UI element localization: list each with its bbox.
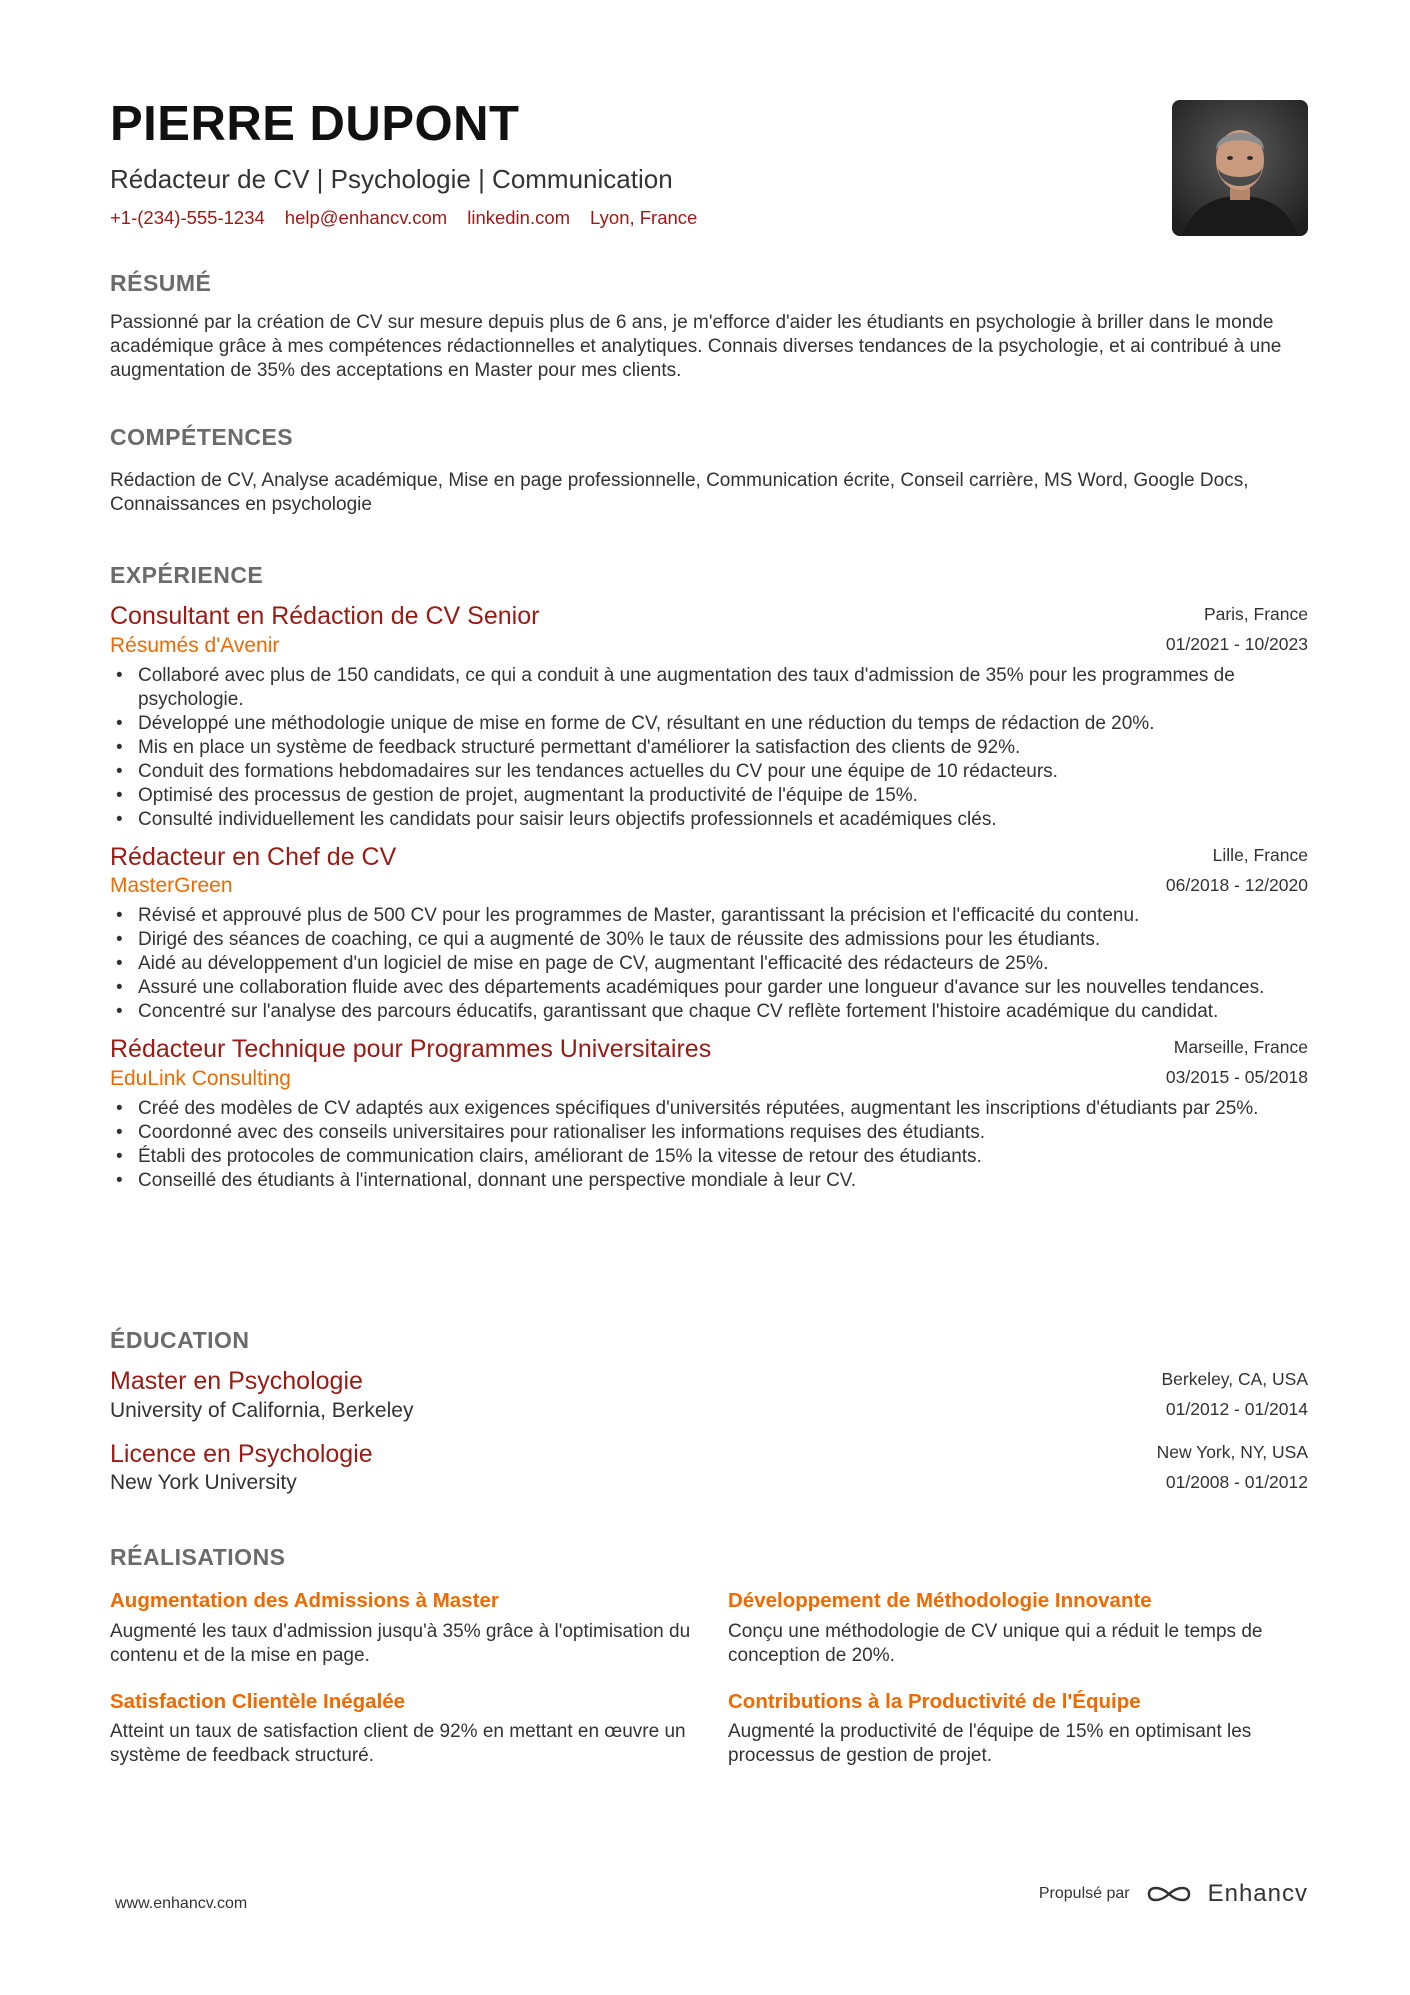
portrait-image xyxy=(1172,100,1308,236)
job-dates: 03/2015 - 05/2018 xyxy=(1165,1067,1308,1088)
achievement-item xyxy=(110,1589,710,1668)
job-bullets xyxy=(110,1097,1308,1193)
list-item: • Conduit des formations hebdomadaires sur les tendances actuelles du CV pour une équipe de 10 rédacteurs. xyxy=(138,760,1308,784)
list-item: • Dirigé des séances de coaching, ce qui a augmenté de 30% le taux de réussite des admissions pour les étudiants. xyxy=(138,928,1308,952)
list-item: • Révisé et approuvé plus de 500 CV pour les programmes de Master, garantissant la précision et l'efficacité du contenu. xyxy=(138,904,1308,928)
list-item: • Mis en place un système de feedback structuré permettant d'améliorer la satisfaction des clients de 92%. xyxy=(138,736,1308,760)
job-meta xyxy=(1166,840,1308,900)
list-item: • Coordonné avec des conseils universitaires pour rationaliser les informations requises des étudiants. xyxy=(138,1121,1308,1145)
achievements-section xyxy=(110,1544,1308,1768)
achievement-desc: Conçu une méthodologie de CV unique qui a réduit le temps de conception de 20%. xyxy=(728,1620,1263,1666)
enhancv-logo-icon xyxy=(1146,1881,1192,1907)
skills-section xyxy=(110,424,1308,517)
list-item: • Optimisé des processus de gestion de projet, augmentant la productivité de l'équipe de 15%. xyxy=(138,784,1308,808)
education-degree: Licence en Psychologie xyxy=(110,1439,373,1468)
achievement-item xyxy=(110,1690,710,1769)
list-item: • Assuré une collaboration fluide avec des départements académiques pour garder une longueur d'avance sur les nouvelles tendances. xyxy=(138,976,1308,1000)
list-item: • Aidé au développement d'un logiciel de mise en page de CV, augmentant l'efficacité des rédacteurs de 25%. xyxy=(138,952,1308,976)
achievement-item xyxy=(728,1589,1326,1668)
section-title-experience: EXPÉRIENCE xyxy=(110,562,264,588)
list-item: • Développé une méthodologie unique de mise en forme de CV, résultant en une réduction du temps de rédaction de 20%. xyxy=(138,712,1308,736)
list-item: • Concentré sur l'analyse des parcours éducatifs, garantissant que chaque CV reflète fortement l'histoire académique du candidat. xyxy=(138,1000,1308,1024)
list-item: • Consulté individuellement les candidats pour saisir leurs objectifs professionnels et académiques clés. xyxy=(138,808,1308,832)
education-school: New York University xyxy=(110,1471,297,1495)
contact-list xyxy=(110,208,1308,228)
education-entry xyxy=(110,1368,1308,1423)
education-dates: 01/2008 - 01/2012 xyxy=(1165,1471,1308,1492)
summary-section xyxy=(110,270,1308,383)
job-entry xyxy=(110,1036,1308,1193)
job-location: Marseille, France xyxy=(1173,1037,1308,1058)
experience-section xyxy=(110,562,1308,1193)
job-title: Rédacteur Technique pour Programmes Universitaires xyxy=(110,1035,712,1064)
achievement-title: Augmentation des Admissions à Master xyxy=(110,1589,499,1612)
job-title: Rédacteur en Chef de CV xyxy=(110,842,397,871)
section-title-achievements: RÉALISATIONS xyxy=(110,1544,286,1570)
education-dates: 01/2012 - 01/2014 xyxy=(1165,1399,1308,1419)
education-meta xyxy=(1157,1437,1308,1497)
footer-website[interactable]: www.enhancv.com xyxy=(115,1895,248,1912)
list-item: • Établi des protocoles de communication clairs, améliorant de 15% la vitesse de retour des étudiants. xyxy=(138,1145,1308,1169)
summary-text: Passionné par la création de CV sur mesure depuis plus de 6 ans, je m'efforce d'aider les étudiants en psychologie à briller dans le monde académique grâce à mes compétences rédactionnelles et analytiques. Connais diverses tendances de la psychologie, et ai contribué à une augmentation de 35% des acceptations en Master pour mes clients. xyxy=(110,312,1282,381)
education-school: University of California, Berkeley xyxy=(110,1398,414,1422)
contact-linkedin[interactable]: linkedin.com xyxy=(467,206,571,228)
powered-by-label: Propulsé par xyxy=(1038,1885,1130,1902)
education-degree: Master en Psychologie xyxy=(110,1367,363,1395)
candidate-subtitle: Rédacteur de CV | Psychologie | Communication xyxy=(110,164,673,194)
achievement-desc: Atteint un taux de satisfaction client de 92% en mettant en œuvre un système de feedback structuré. xyxy=(110,1721,686,1767)
job-entry xyxy=(110,603,1308,832)
job-bullets xyxy=(110,664,1308,832)
achievement-desc: Augmenté les taux d'admission jusqu'à 35% grâce à l'optimisation du contenu et de la mise en page. xyxy=(110,1620,691,1666)
job-location: Paris, France xyxy=(1203,604,1308,624)
section-title-skills: COMPÉTENCES xyxy=(110,424,294,450)
job-entry xyxy=(110,844,1308,1025)
profile-photo xyxy=(1172,100,1308,236)
job-company: EduLink Consulting xyxy=(110,1066,291,1090)
job-dates: 01/2021 - 10/2023 xyxy=(1165,634,1308,654)
achievements-grid xyxy=(110,1589,1308,1768)
job-company: Résumés d'Avenir xyxy=(110,633,280,657)
education-location: New York, NY, USA xyxy=(1156,1441,1308,1462)
education-entry xyxy=(110,1441,1308,1496)
skills-text: Rédaction de CV, Analyse académique, Mise en page professionnelle, Communication écrite, Conseil carrière, MS Word, Google Docs, Connaissances en psychologie xyxy=(110,470,1249,515)
resume-page xyxy=(110,97,1308,1767)
education-section xyxy=(110,1327,1308,1495)
list-item: • Créé des modèles de CV adaptés aux exigences spécifiques d'universités réputées, augmentant les inscriptions d'étudiants par 25%. xyxy=(138,1097,1308,1121)
enhancv-brand[interactable]: Enhancv xyxy=(1207,1880,1308,1907)
job-bullets xyxy=(110,904,1308,1024)
job-title: Consultant en Rédaction de CV Senior xyxy=(110,602,540,630)
header xyxy=(110,97,1308,240)
achievement-desc: Augmenté la productivité de l'équipe de 15% en optimisant les processus de gestion de projet. xyxy=(728,1721,1252,1767)
job-location: Lille, France xyxy=(1212,844,1308,865)
list-item: • Conseillé des étudiants à l'international, donnant une perspective mondiale à leur CV. xyxy=(138,1169,1308,1193)
list-item: • Collaboré avec plus de 150 candidats, ce qui a conduit à une augmentation des taux d'admission de 35% pour les programmes de psychologie. xyxy=(138,664,1308,712)
achievement-title: Développement de Méthodologie Innovante xyxy=(728,1589,1152,1612)
achievement-title: Contributions à la Productivité de l'Équipe xyxy=(728,1689,1141,1713)
section-title-summary: RÉSUMÉ xyxy=(110,270,212,296)
job-company: MasterGreen xyxy=(110,874,233,898)
job-dates: 06/2018 - 12/2020 xyxy=(1165,874,1308,895)
contact-email[interactable]: help@enhancv.com xyxy=(284,206,448,228)
achievement-item xyxy=(728,1690,1326,1769)
candidate-name: PIERRE DUPONT xyxy=(110,97,520,151)
section-title-education: ÉDUCATION xyxy=(110,1327,250,1353)
achievement-title: Satisfaction Clientèle Inégalée xyxy=(110,1689,406,1713)
education-location: Berkeley, CA, USA xyxy=(1161,1369,1308,1389)
contact-phone[interactable]: +1-(234)-555-1234 xyxy=(110,206,265,228)
contact-location: Lyon, France xyxy=(590,206,698,228)
job-meta xyxy=(1166,1032,1308,1092)
education-meta xyxy=(1161,1364,1308,1424)
job-meta xyxy=(1166,599,1308,659)
powered-by xyxy=(1039,1880,1308,1908)
